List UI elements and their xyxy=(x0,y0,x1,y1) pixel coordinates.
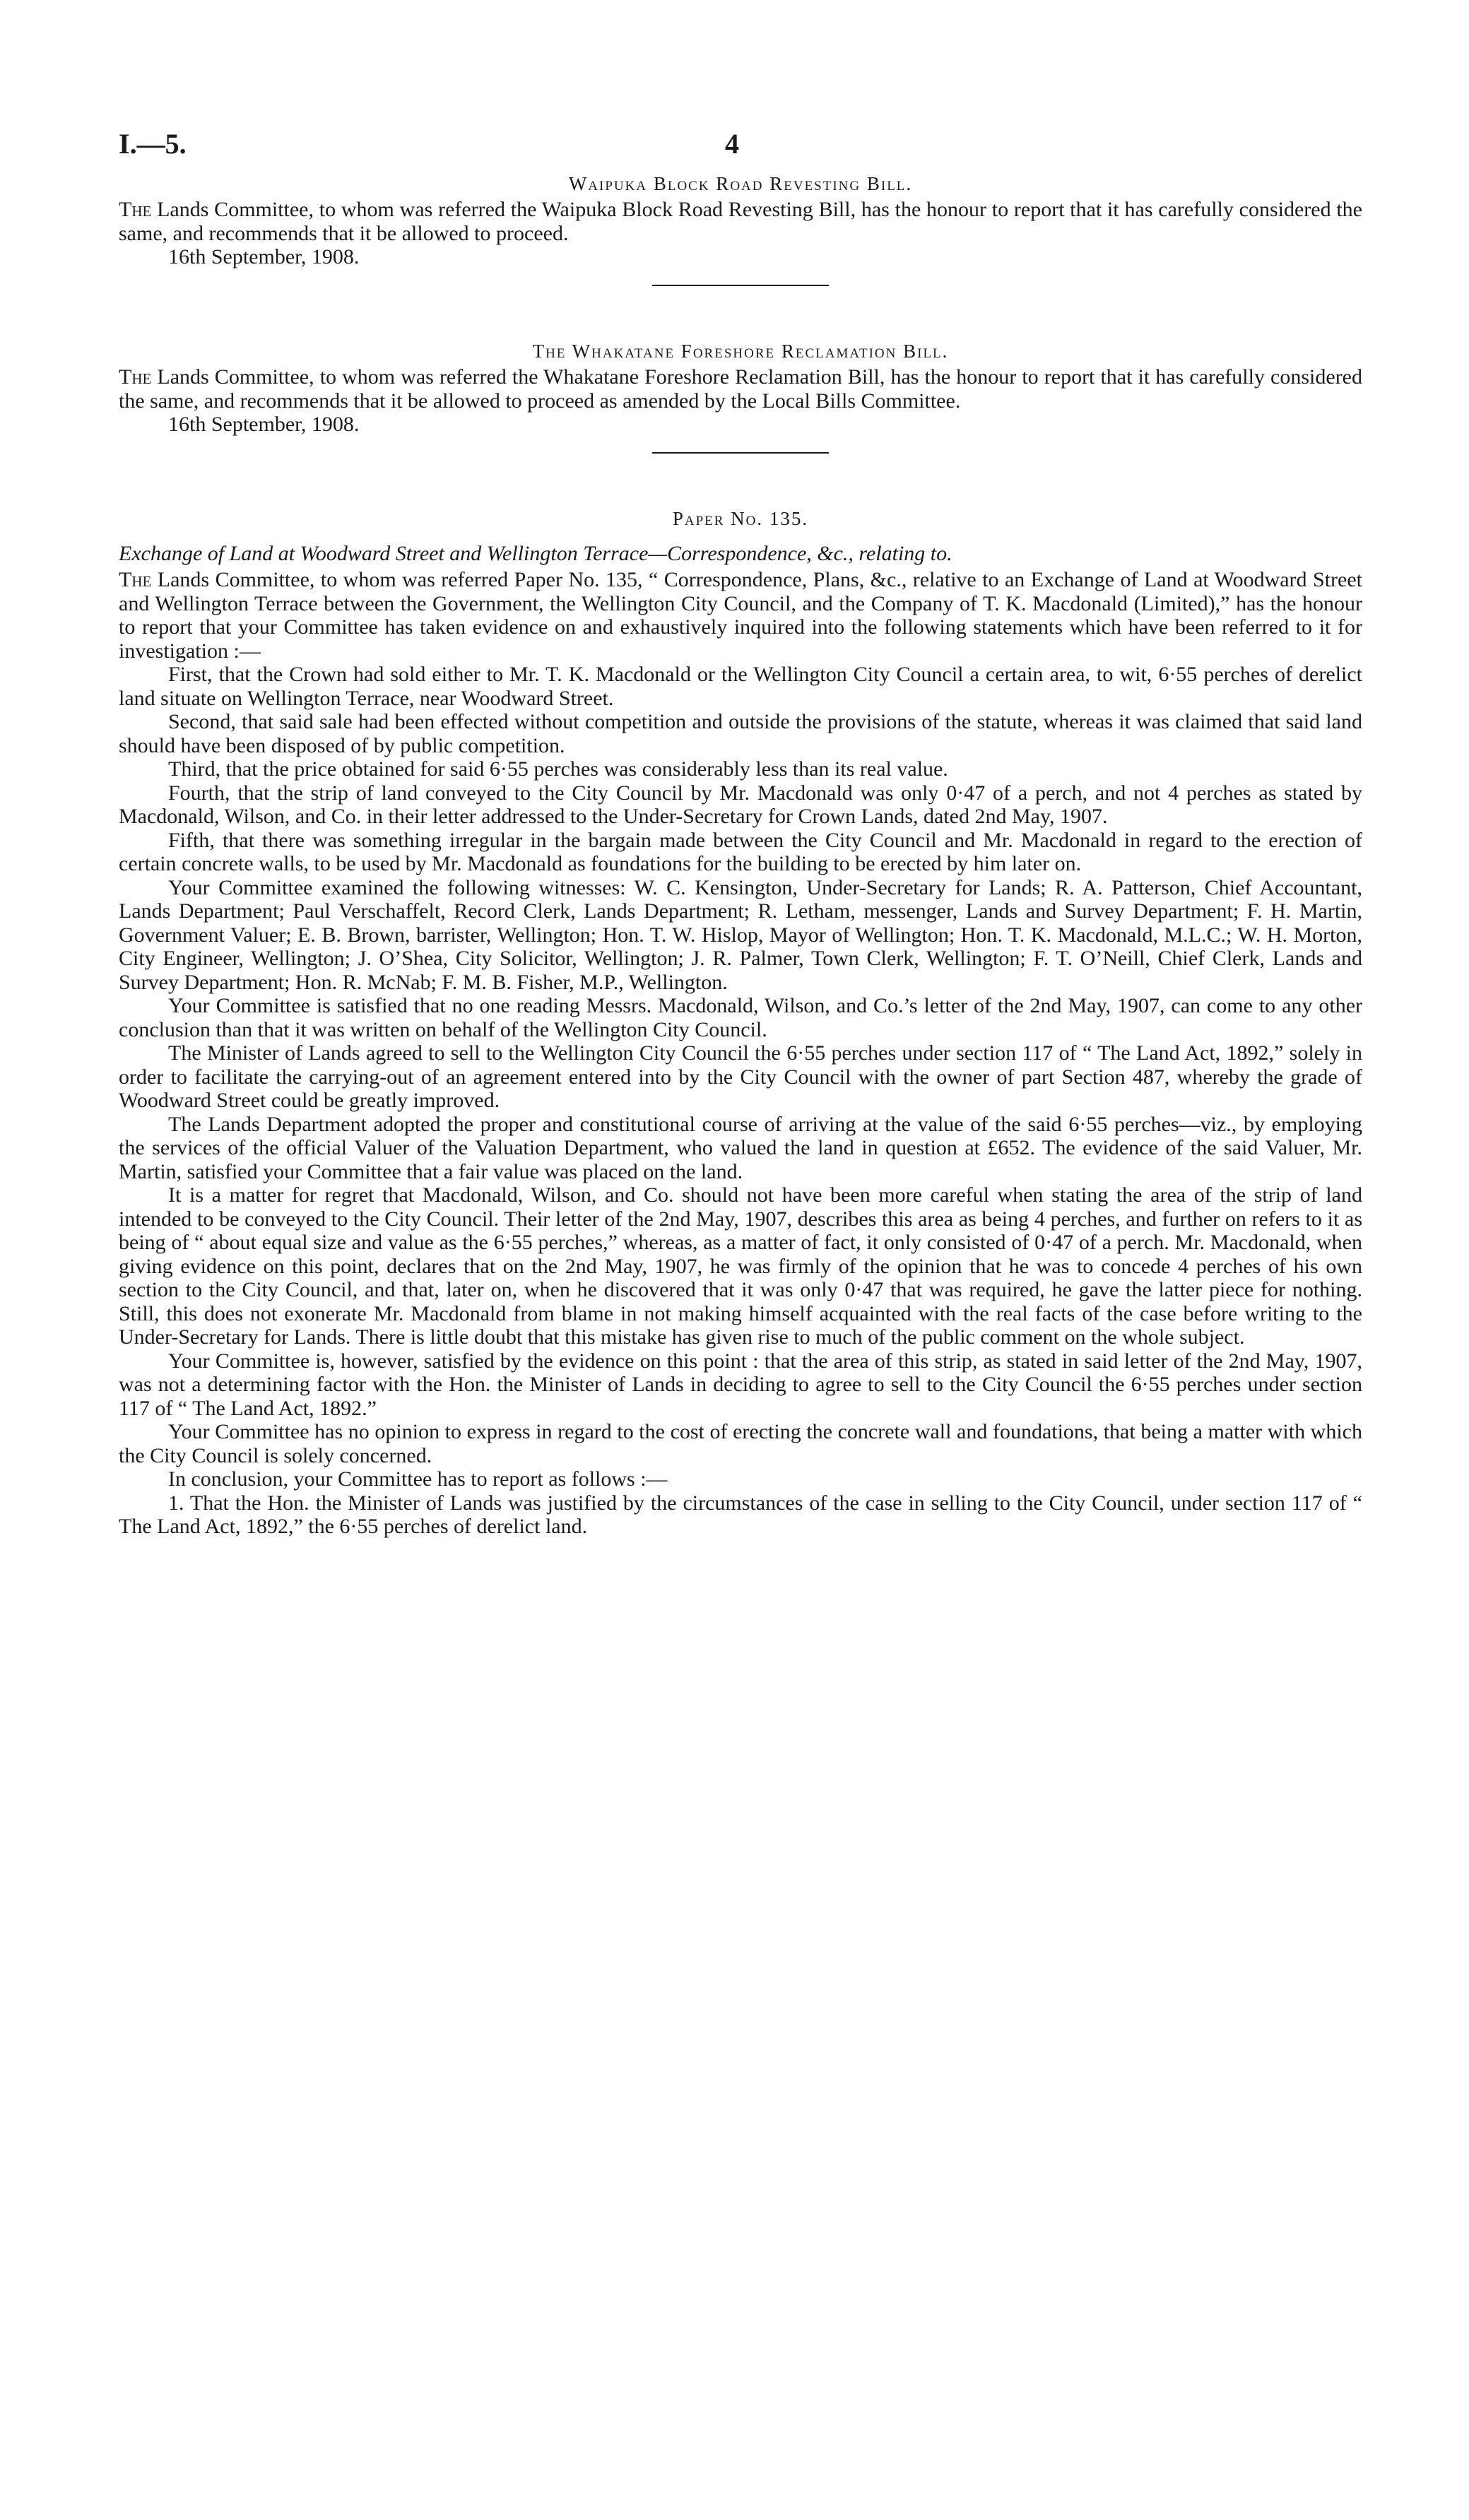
paragraph-first: First, that the Crown had sold either to Mr. T. K. Macdonald or the Wellington City Council a certain area, to wit, 6·55 perches of derelict land situate on Wellington Terrace, near Woodward Street. xyxy=(119,663,1362,710)
paper-135-intro-text: Lands Committee, to whom was referred Paper No. 135, “ Correspondence, Plans, &c., relative to an Exchange of Land at Woodward Street and Wellington Terrace between the Government, the Wellington City Council, and the Company of T. K. Macdonald (Limited),” has the honour to report that your Committee has taken evidence on and exhaustively inquired into the following statements which have been referred to it for investigation :— xyxy=(119,568,1362,663)
page-header xyxy=(119,120,1362,170)
section-whakatane xyxy=(119,337,1362,454)
paragraph-third: Third, that the price obtained for said 6·55 perches was considerably less than its real value. xyxy=(168,757,948,781)
paragraph-witnesses: Your Committee examined the following witnesses: W. C. Kensington, Under-Secretary for Lands; R. A. Patterson, Chief Accountant, Lands Department; Paul Verschaffelt, Record Clerk, Lands Department; R. Letham, messenger, Lands and Survey Department; F. H. Martin, Government Valuer; E. B. Brown, barrister, Wellington; Hon. T. W. Hislop, Mayor of Wellington; Hon. T. K. Macdonald, M.L.C.; W. H. Morton, City Engineer, Wellington; J. O’Shea, City Solicitor, Wellington; J. R. Palmer, Town Clerk, Wellington; F. T. O’Neill, Chief Clerk, Lands and Survey Department; Hon. R. McNab; F. M. B. Fisher, M.P., Wellington. xyxy=(119,875,1362,994)
section-waipuka xyxy=(119,170,1362,286)
section-title-paper-135: Paper No. 135. xyxy=(672,508,809,529)
paragraph-letter-conclusion: Your Committee is satisfied that no one reading Messrs. Macdonald, Wilson, and Co.’s letter of the 2nd May, 1907, can come to any other conclusion than that it was written on behalf of the Wellington City Council. xyxy=(119,994,1362,1041)
paper-135-intro xyxy=(119,568,1362,663)
whakatane-date: 16th September, 1908. xyxy=(168,413,360,436)
paper-135-subtitle: Exchange of Land at Woodward Street and Wellington Terrace—Correspondence, &c., relating to. xyxy=(119,542,952,565)
page-number: 4 xyxy=(725,128,739,160)
whakatane-body xyxy=(119,365,1362,413)
document-page xyxy=(119,120,1362,1539)
section-title-whakatane: The Whakatane Foreshore Reclamation Bill. xyxy=(532,341,949,362)
whakatane-body-text: Lands Committee, to whom was referred the Whakatane Foreshore Reclamation Bill, has the honour to report that it has carefully considered the same, and recommends that it be allowed to proceed as amended by the Local Bills Committee. xyxy=(119,365,1362,413)
paragraph-valuation: The Lands Department adopted the proper and constitutional course of arriving at the value of the said 6·55 perches—viz., by employing the services of the official Valuer of the Valuation Department, who valued the land in question at £652. The evidence of the said Valuer, Mr. Martin, satisfied your Committee that a fair value was placed on the land. xyxy=(119,1112,1362,1183)
section-paper-135 xyxy=(119,504,1362,1539)
paragraph-finding-1: 1. That the Hon. the Minister of Lands was justified by the circumstances of the case in selling to the City Council, under section 117 of “ The Land Act, 1892,” the 6·55 perches of derelict land. xyxy=(119,1491,1362,1538)
waipuka-lead-word: The xyxy=(119,198,152,221)
section-title-waipuka: Waipuka Block Road Revesting Bill. xyxy=(568,173,913,194)
paragraph-area-finding: Your Committee is, however, satisfied by the evidence on this point : that the area of this strip, as stated in said letter of the 2nd May, 1907, was not a determining factor with the Hon. the Minister of Lands in deciding to agree to sell to the City Council the 6·55 perches under section 117 of “ The Land Act, 1892.” xyxy=(119,1349,1362,1420)
whakatane-lead-word: The xyxy=(119,365,152,389)
waipuka-body xyxy=(119,198,1362,245)
paragraph-fourth: Fourth, that the strip of land conveyed to the City Council by Mr. Macdonald was only 0·47 of a perch, and not 4 perches as stated by Macdonald, Wilson, and Co. in their letter addressed to the Under-Secretary for Crown Lands, dated 2nd May, 1907. xyxy=(119,781,1362,828)
paragraph-regret: It is a matter for regret that Macdonald, Wilson, and Co. should not have been more careful when stating the area of the strip of land intended to be conveyed to the City Council. Their letter of the 2nd May, 1907, describes this area as being 4 perches, and further on refers to it as being of “ about equal size and value as the 6·55 perches,” whereas, as a matter of fact, it only consisted of 0·47 of a perch. Mr. Macdonald, when giving evidence on this point, declares that on the 2nd May, 1907, he was firmly of the opinion that he was to concede 4 perches of his own section to the City Council, and that, later on, when he discovered that it was only 0·47 that was required, he gave the latter piece for nothing. Still, this does not exonerate Mr. Macdonald from blame in not making himself acquainted with the real facts of the case before writing to the Under-Secretary for Lands. There is little doubt that this mistake has given rise to much of the public comment on the whole subject. xyxy=(119,1183,1362,1349)
paragraph-second: Second, that said sale had been effected without competition and outside the provisions of the statute, whereas it was claimed that said land should have been disposed of by public competition. xyxy=(119,710,1362,757)
paragraph-cost-opinion: Your Committee has no opinion to express in regard to the cost of erecting the concrete wall and foundations, that being a matter with which the City Council is solely concerned. xyxy=(119,1420,1362,1467)
paper-135-lead-word: The xyxy=(119,568,152,591)
paper-reference: I.—5. xyxy=(119,128,187,160)
paragraph-conclusion-intro: In conclusion, your Committee has to report as follows :— xyxy=(168,1467,668,1491)
waipuka-date: 16th September, 1908. xyxy=(168,245,360,268)
waipuka-body-text: Lands Committee, to whom was referred the Waipuka Block Road Revesting Bill, has the honour to report that it has carefully considered the same, and recommends that it be allowed to proceed. xyxy=(119,198,1362,245)
paragraph-minister-agreement: The Minister of Lands agreed to sell to the Wellington City Council the 6·55 perches under section 117 of “ The Land Act, 1892,” solely in order to facilitate the carrying-out of an agreement entered into by the City Council with the owner of part Section 487, whereby the grade of Woodward Street could be greatly improved. xyxy=(119,1041,1362,1112)
paragraph-fifth: Fifth, that there was something irregular in the bargain made between the City Council and Mr. Macdonald in regard to the erection of certain concrete walls, to be used by Mr. Macdonald as foundations for the building to be erected by him later on. xyxy=(119,828,1362,875)
